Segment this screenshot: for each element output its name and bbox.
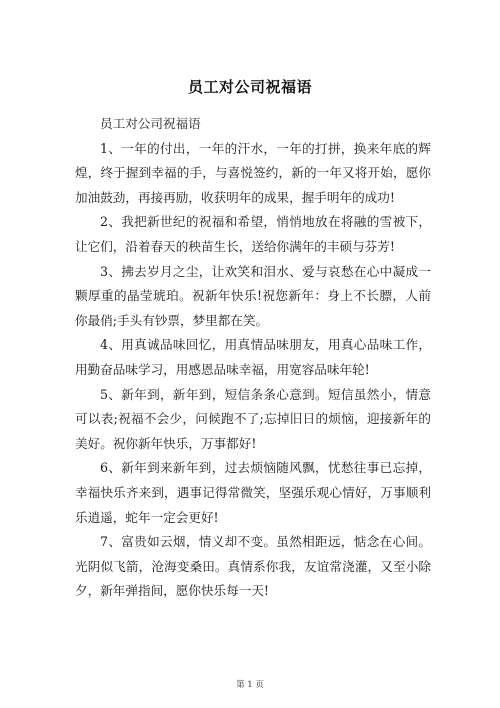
paragraph-1: 1、一年的付出，一年的汗水，一年的打拼，换来年底的辉煌，终于握到幸福的手，与喜悦签约，新的一年又将开始，愿你加油鼓劲，再接再励，收获明年的成果，握手明年的成功! — [75, 140, 431, 205]
paragraph-heading: 员工对公司祝福语 — [100, 116, 201, 131]
page-number: 第 1 页 — [236, 680, 264, 690]
document-title: 员工对公司祝福语 — [187, 78, 312, 96]
paragraph-3: 3、拂去岁月之尘，让欢笑和泪水、爱与哀愁在心中凝成一颗厚重的晶莹琥珀。祝新年快乐!祝您新年：身上不长膘，人前你最俏;手头有钞票，梦里都在笑。 — [75, 263, 431, 328]
paragraph-4: 4、用真诚品味回忆，用真情品味朋友，用真心品味工作，用勤奋品味学习，用感恩品味幸福，用宽容品味年轮! — [75, 337, 431, 377]
paragraph-2: 2、我把新世纪的祝福和希望，悄悄地放在将融的雪被下，让它们，沿着春天的秧苗生长，送给你满年的丰硕与芬芳! — [75, 214, 431, 254]
paragraph-7: 7、富贵如云烟，情义却不变。虽然相距远，惦念在心间。光阴似飞箭，沧海变桑田。真情系你我，友谊常浇灌，又至小除夕，新年弹指间，愿你快乐每一天! — [75, 534, 431, 599]
document-body — [75, 112, 431, 604]
paragraph-5: 5、新年到，新年到，短信条条心意到。短信虽然小，情意可以表;祝福不会少，问候跑不了;忘掉旧日的烦恼，迎接新年的美好。祝你新年快乐，万事都好! — [75, 386, 431, 451]
paragraph-6: 6、新年到来新年到，过去烦恼随风飘，忧愁往事已忘掉，幸福快乐齐来到，遇事记得常微笑，坚强乐观心情好，万事顺利乐逍遥，蛇年一定会更好! — [75, 460, 431, 525]
